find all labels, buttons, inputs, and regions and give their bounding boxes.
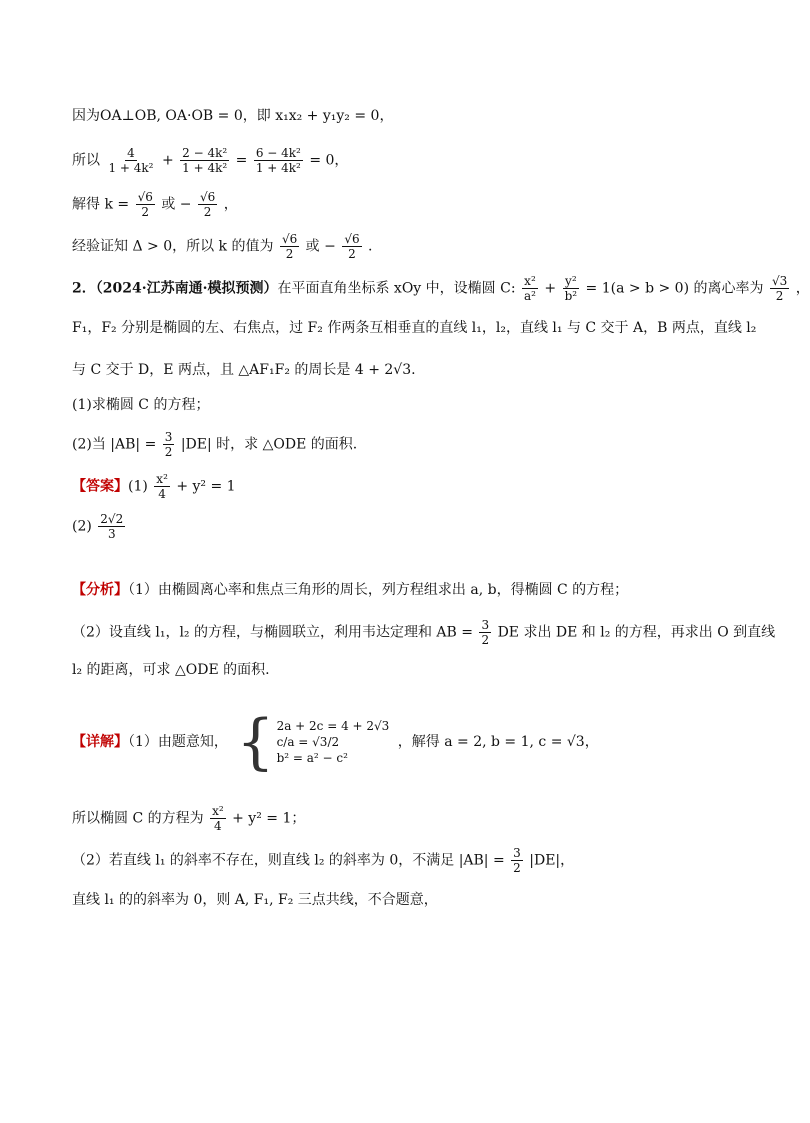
problem-number: 2． (72, 280, 96, 297)
line-sum-fractions: 所以 $\frac{4}{\text{1 + 4k²}}$ + $\frac{\text{2 − 4k²}}{\text{1 + 4k²}}$ = $\frac{\text{6 − 4k²}}{\text{1 + 4k²}}$ = 0， (72, 146, 349, 175)
fraction: $\frac{√6}{2}$ (281, 232, 298, 261)
analysis-label: 【分析】 (72, 582, 128, 598)
problem-2-line-2: F₁，F₂ 分别是椭圆的左、右焦点，过 F₂ 作两条互相垂直的直线 l₁，l₂，直线 l₁ 与 C 交于 A，B 两点，直线 l₂ (72, 320, 757, 336)
answer-label: 【答案】 (72, 478, 128, 495)
fraction: $\frac{\text{x²}}{\text{a²}}$ (523, 274, 536, 303)
fraction: $\frac{\text{2 − 4k²}}{\text{1 + 4k²}}$ (182, 146, 228, 175)
fraction: $\frac{\text{x²}}{4}$ (156, 472, 168, 501)
answer-1: 【答案】(1) $\frac{\text{x²}}{4}$ + y² = 1 (72, 472, 236, 501)
problem-2-line-1: 2．（2024·江苏南通·模拟预测）在平面直角坐标系 xOy 中，设椭圆 C: $\frac{\text{x²}}{\text{a²}}$ + $\frac{\text{y²}}{\text{b²}}$ = 1(a > b > 0) 的离心率为 $\frac{√3}{2}$ ， (72, 274, 810, 303)
detail-line-1: 【详解】（1）由题意知， { 2a + 2c = 4 + 2√3 c/a = √3/2 b² = a² − c² ，解得 a = 2, b = 1, c = √3， (72, 707, 599, 777)
analysis-line-1: 【分析】（1）由椭圆离心率和焦点三角形的周长，列方程组求出 a, b，得椭圆 C 的方程； (72, 582, 629, 598)
detail-line-2: 所以椭圆 C 的方程为 $\frac{\text{x²}}{4}$ + y² = 1； (72, 804, 306, 833)
fraction: $\frac{2√2}{3}$ (100, 512, 124, 541)
analysis-line-3: l₂ 的距离，可求 △ODE 的面积. (72, 662, 270, 678)
line-solve-k: 解得 k = $\frac{√6}{2}$ 或 − $\frac{√6}{2}$ ， (72, 190, 238, 219)
fraction: $\frac{3}{2}$ (513, 846, 521, 875)
answer-2: (2) $\frac{2√2}{3}$ (72, 512, 124, 541)
fraction: $\frac{\text{6 − 4k²}}{\text{1 + 4k²}}$ (255, 146, 301, 175)
fraction: $\frac{√6}{2}$ (137, 190, 153, 219)
line-perpendicular (72, 106, 393, 126)
detail-line-4: 直线 l₁ 的的斜率为 0，则 A, F₁, F₂ 三点共线，不合题意， (72, 892, 438, 908)
analysis-line-2: （2）设直线 l₁，l₂ 的方程，与椭圆联立，利用韦达定理和 AB = $\frac{3}{2}$ DE 求出 DE 和 l₂ 的方程，再求出 O 到直线 (72, 618, 776, 647)
detail-label: 【详解】 (72, 734, 128, 750)
problem-source: （2024·江苏南通·模拟预测） (95, 280, 278, 297)
fraction: $\frac{\text{y²}}{\text{b²}}$ (564, 274, 578, 303)
fraction: $\frac{√3}{2}$ (771, 274, 788, 303)
question-2: (2)当 |AB| = $\frac{3}{2}$ |DE| 时，求 △ODE 的面积. (72, 430, 358, 459)
fraction: $\frac{3}{2}$ (481, 618, 490, 647)
fraction: $\frac{√6}{2}$ (344, 232, 360, 261)
text: 所以 (72, 152, 100, 169)
equation-system: { 2a + 2c = 4 + 2√3 c/a = √3/2 b² = a² − c² (236, 707, 390, 777)
line-verify: 经验证知 Δ > 0，所以 k 的值为 $\frac{√6}{2}$ 或 − $\frac{√6}{2}$ . (72, 232, 373, 261)
fraction: $\frac{3}{2}$ (164, 430, 173, 459)
detail-line-3: （2）若直线 l₁ 的斜率不存在，则直线 l₂ 的斜率为 0，不满足 |AB| = $\frac{3}{2}$ |DE|， (72, 846, 575, 875)
fraction: $\frac{\text{x²}}{4}$ (212, 804, 224, 833)
question-1: (1)求椭圆 C 的方程； (72, 397, 210, 413)
problem-2-line-3: 与 C 交于 D，E 两点，且 △AF₁F₂ 的周长是 4 + 2√3. (72, 362, 416, 378)
text-perpendicular: 因为OA⊥OB, OA·OB = 0，即 x₁x₂ + y₁y₂ = 0， (72, 108, 394, 124)
fraction: $\frac{4}{\text{1 + 4k²}}$ (108, 146, 154, 175)
fraction: $\frac{√6}{2}$ (199, 190, 216, 219)
